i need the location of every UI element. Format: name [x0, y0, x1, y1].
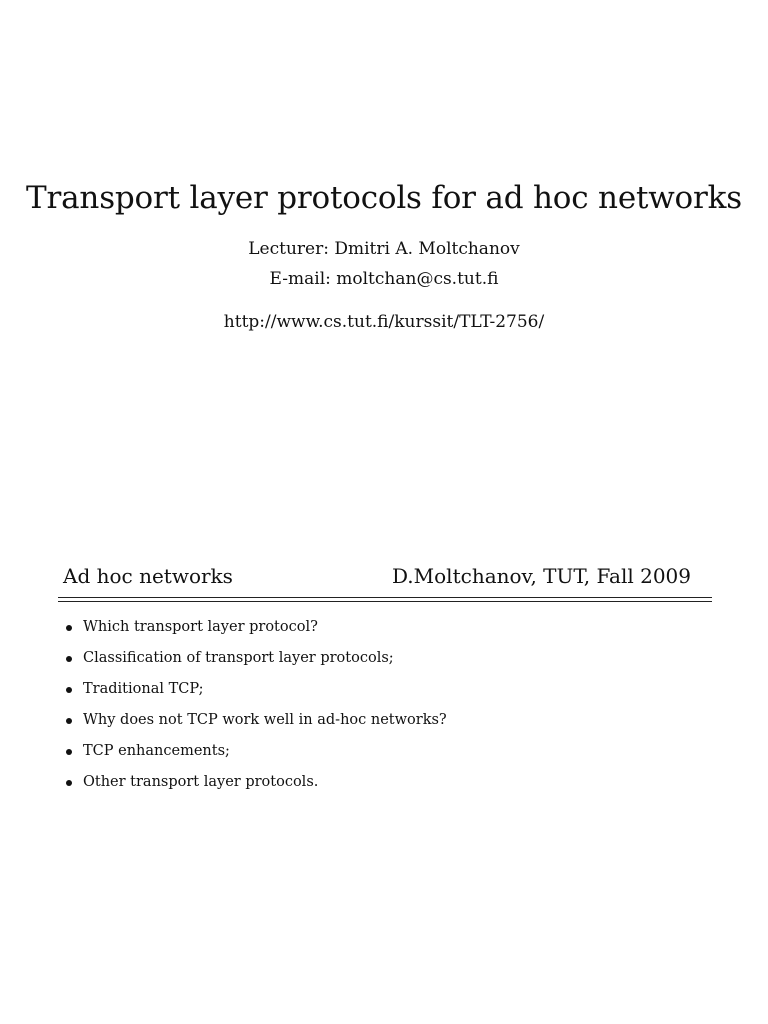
course-url[interactable]: http://www.cs.tut.fi/kurssit/TLT-2756/ [223, 312, 545, 332]
bullet-icon [66, 656, 72, 662]
list-item-text: Other transport layer protocols. [83, 774, 319, 790]
list-item [66, 643, 447, 674]
bullet-list [66, 612, 447, 798]
bullet-icon [66, 687, 72, 693]
header-rule-bottom [58, 601, 712, 602]
bullet-icon [66, 749, 72, 755]
list-item [66, 767, 447, 798]
list-item-text: Why does not TCP work well in ad-hoc networks? [83, 712, 447, 728]
slide-header-topic: Ad hoc networks [63, 564, 233, 588]
header-rule-top [58, 597, 712, 598]
email-line: E-mail: moltchan@cs.tut.fi [269, 269, 499, 289]
bullet-icon [66, 625, 72, 631]
bullet-icon [66, 780, 72, 786]
list-item [66, 612, 447, 643]
list-item-text: Classification of transport layer protocols; [83, 650, 394, 666]
lecturer-line: Lecturer: Dmitri A. Moltchanov [248, 239, 520, 259]
title-page [0, 176, 768, 334]
list-item [66, 736, 447, 767]
slide-header [63, 564, 691, 592]
bullet-icon [66, 718, 72, 724]
list-item-text: Traditional TCP; [83, 681, 204, 697]
document-title: Transport layer protocols for ad hoc networks [26, 180, 742, 216]
list-item-text: TCP enhancements; [83, 743, 230, 759]
list-item [66, 674, 447, 705]
list-item [66, 705, 447, 736]
list-item-text: Which transport layer protocol? [83, 619, 318, 635]
slide-header-author: D.Moltchanov, TUT, Fall 2009 [391, 564, 691, 588]
